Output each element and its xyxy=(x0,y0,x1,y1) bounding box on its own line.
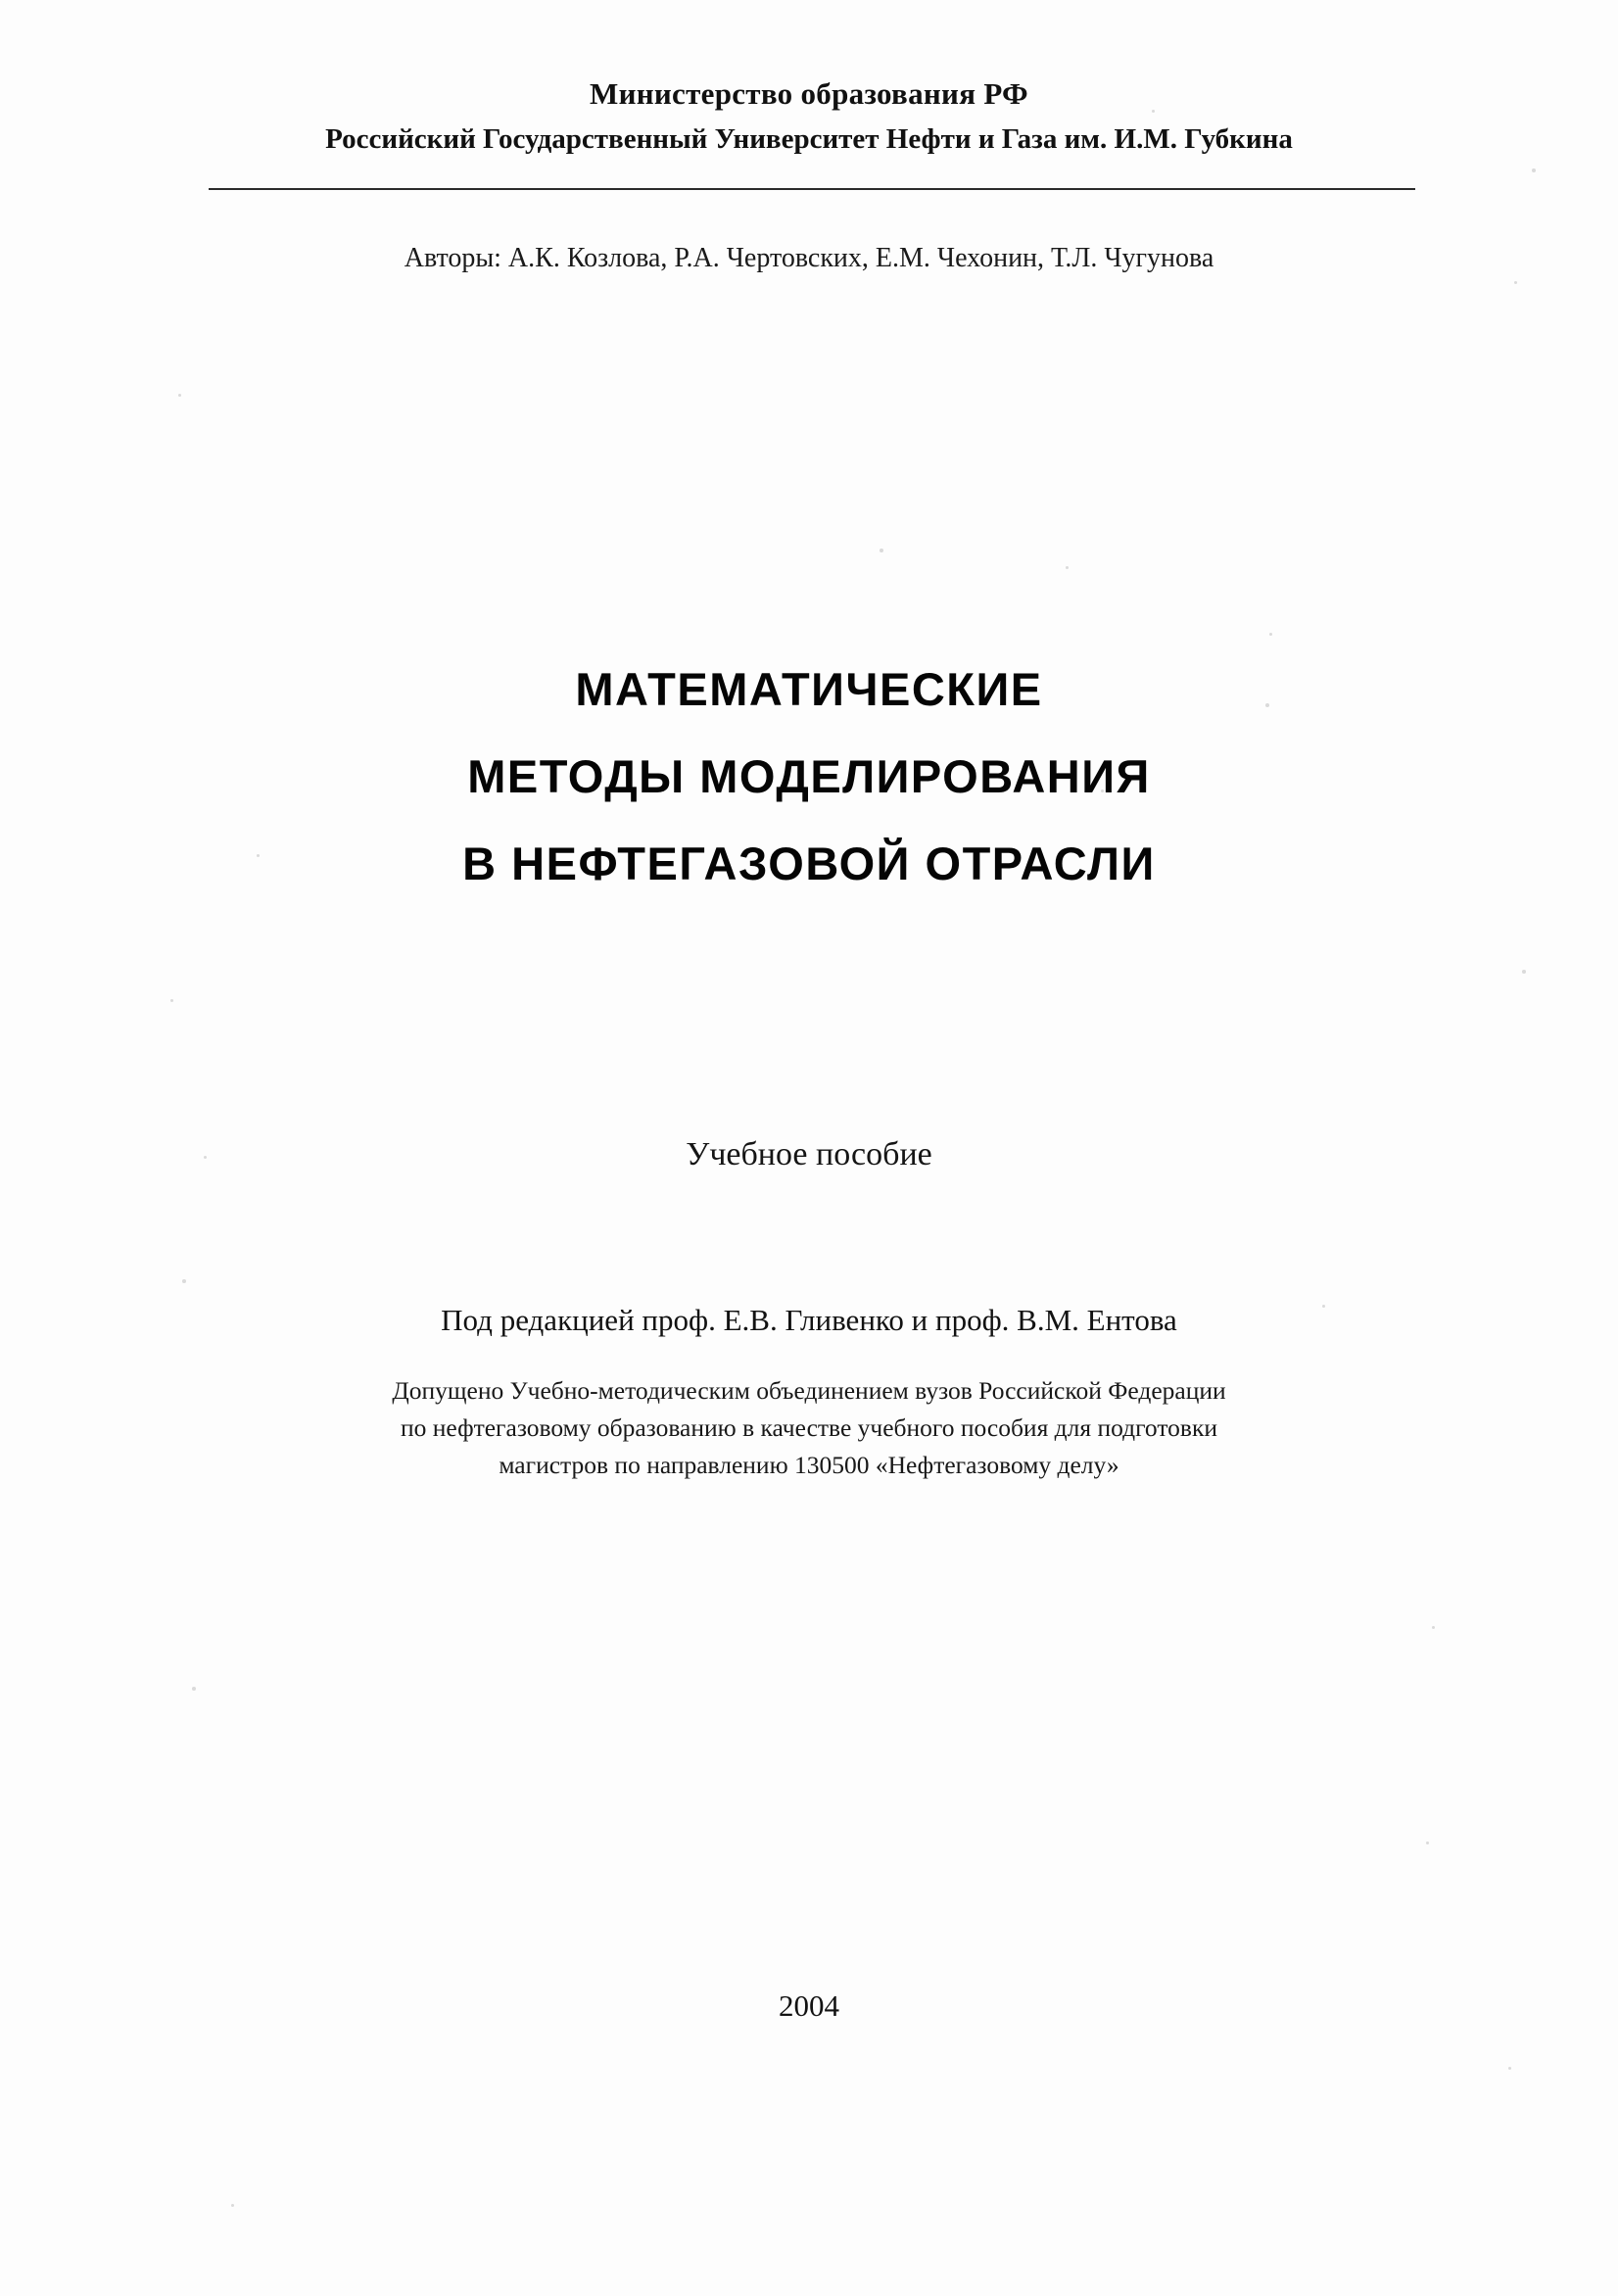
scan-speckle xyxy=(1514,281,1517,284)
university-name: Российский Государственный Университет Нефти и Газа им. И.М. Губкина xyxy=(325,123,1293,155)
approval-line-3: магистров по направлению 130500 «Нефтегазовому делу» xyxy=(499,1451,1119,1480)
approval-line-2: по нефтегазовому образованию в качестве учебного пособия для подготовки xyxy=(401,1413,1217,1443)
publisher-header xyxy=(0,76,1618,156)
title-line-3: В НЕФТЕГАЗОВОЙ ОТРАСЛИ xyxy=(462,837,1156,889)
scan-speckle xyxy=(1508,2067,1511,2070)
subtitle: Учебное пособие xyxy=(686,1136,932,1172)
page-title xyxy=(0,663,1618,928)
scan-speckle xyxy=(1532,168,1536,172)
scan-speckle xyxy=(1432,1626,1435,1629)
scan-speckle xyxy=(1269,633,1272,636)
title-line-2: МЕТОДЫ МОДЕЛИРОВАНИЯ xyxy=(467,750,1151,802)
scan-speckle xyxy=(1522,970,1526,974)
authors-line: Авторы: А.К. Козлова, Р.А. Чертовских, Е.М. Чехонин, Т.Л. Чугунова xyxy=(404,243,1214,273)
publication-year: 2004 xyxy=(779,1988,839,2023)
scan-speckle xyxy=(1426,1842,1429,1844)
ministry-name: Министерство образования РФ xyxy=(590,76,1028,111)
scan-speckle xyxy=(880,549,883,552)
approval-note xyxy=(0,1371,1618,1484)
scan-speckle xyxy=(170,999,173,1002)
title-line-1: МАТЕМАТИЧЕСКИЕ xyxy=(575,663,1043,715)
scan-speckle xyxy=(1066,566,1069,569)
approval-line-1: Допущено Учебно-методическим объединением вузов Российской Федерации xyxy=(392,1376,1226,1405)
scan-speckle xyxy=(192,1687,196,1691)
scan-speckle xyxy=(178,394,181,397)
editors-line: Под редакцией проф. Е.В. Гливенко и проф. В.М. Ентова xyxy=(441,1303,1177,1337)
scan-speckle xyxy=(182,1279,186,1283)
header-divider xyxy=(209,188,1415,190)
scan-speckle xyxy=(231,2204,234,2207)
